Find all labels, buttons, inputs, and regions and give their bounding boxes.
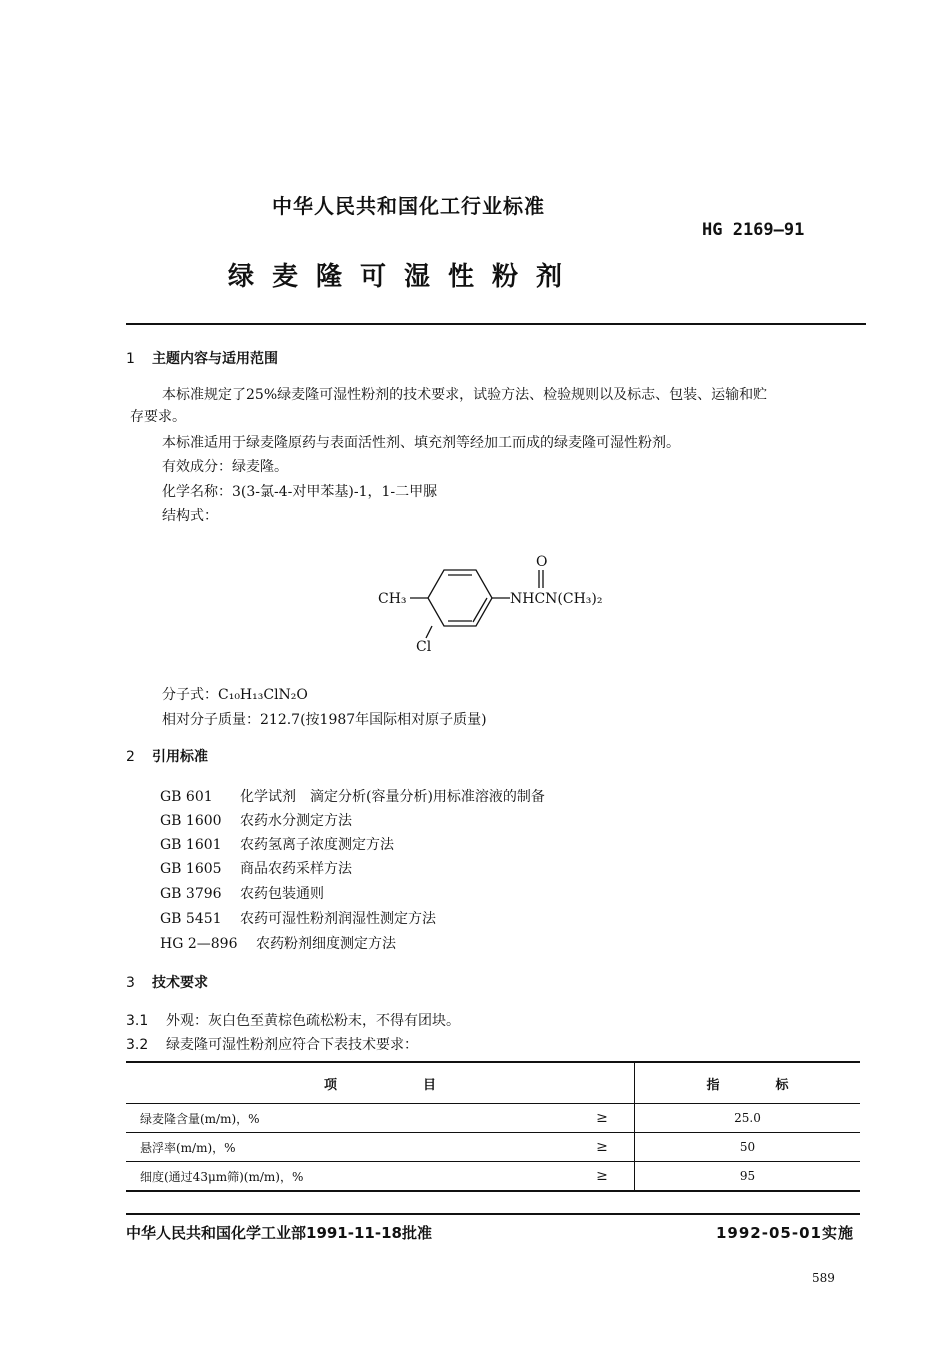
header-spec-char: 指 <box>706 1077 720 1093</box>
reference-item <box>160 834 394 854</box>
structural-formula <box>370 552 620 662</box>
chemical-name: 化学名称：3(3-氯-4-对甲苯基)-1，1-二甲脲 <box>162 484 438 500</box>
reference-title: 农药水分测定方法 <box>240 813 352 829</box>
structure-label: 结构式： <box>162 508 218 524</box>
reference-title: 化学试剂 滴定分析(容量分析)用标准溶液的制备 <box>240 789 545 805</box>
reference-title: 农药可湿性粉剂润湿性测定方法 <box>240 911 436 927</box>
row-operator: ≥ <box>570 1133 635 1162</box>
row-item: 细度(通过43μm筛)(m/m)，% <box>126 1162 570 1192</box>
oxygen-atom: O <box>536 554 548 570</box>
reference-title: 农药包装通则 <box>240 886 324 902</box>
reference-title: 农药粉剂细度测定方法 <box>256 936 396 952</box>
methyl-group: CH₃ <box>378 591 407 607</box>
reference-code: GB 5451 <box>160 911 222 927</box>
header-rule <box>126 323 866 325</box>
section-number: 1 <box>126 351 135 367</box>
reference-code: GB 601 <box>160 789 213 805</box>
reference-item <box>160 858 352 878</box>
reference-code: GB 1601 <box>160 837 222 853</box>
reference-item <box>160 933 396 953</box>
header-item-char: 项 <box>323 1077 337 1093</box>
section-number: 2 <box>126 749 135 765</box>
section-title: 技术要求 <box>152 975 208 991</box>
standard-code: HG 2169—91 <box>702 220 805 240</box>
table-row <box>126 1104 860 1133</box>
reference-item <box>160 786 545 806</box>
formula-label: 分子式： <box>162 687 218 703</box>
applicability-para: 本标准适用于绿麦隆原药与表面活性剂、填充剂等经加工而成的绿麦隆可湿性粉剂。 <box>162 435 680 451</box>
reference-item <box>160 810 352 830</box>
row-item: 绿麦隆含量(m/m)，% <box>126 1104 570 1133</box>
clause-number: 3.1 <box>126 1013 149 1029</box>
reference-code: GB 1600 <box>160 813 222 829</box>
scope-para-line1: 本标准规定了25%绿麦隆可湿性粉剂的技术要求，试验方法、检验规则以及标志、包装、运输和贮 <box>162 387 768 403</box>
reference-code: HG 2—896 <box>160 936 238 952</box>
reference-title: 商品农药采样方法 <box>240 861 352 877</box>
section-1-heading <box>126 348 278 368</box>
row-value: 50 <box>635 1133 861 1162</box>
row-value: 25.0 <box>635 1104 861 1133</box>
formula-value: C₁₀H₁₃ClN₂O <box>218 687 308 703</box>
footer-rule <box>126 1213 860 1215</box>
molecular-mass: 相对分子质量：212.7(按1987年国际相对原子质量) <box>162 712 487 728</box>
chlorine-atom: Cl <box>416 639 432 655</box>
section-title: 引用标准 <box>152 749 208 765</box>
reference-code: GB 1605 <box>160 861 222 877</box>
reference-code: GB 3796 <box>160 886 222 902</box>
urea-group: NHCN(CH₃)₂ <box>510 591 603 607</box>
table-row <box>126 1162 860 1192</box>
table-header-row <box>126 1062 860 1104</box>
header-item <box>126 1062 635 1104</box>
specification-table <box>126 1061 860 1192</box>
document-title: 绿麦隆可湿性粉剂 <box>228 262 581 292</box>
row-item: 悬浮率(m/m)，% <box>126 1133 570 1162</box>
row-value: 95 <box>635 1162 861 1192</box>
reference-item <box>160 908 436 928</box>
section-3-heading <box>126 972 208 992</box>
clause-number: 3.2 <box>126 1037 149 1053</box>
row-operator: ≥ <box>570 1162 635 1192</box>
header-spec-char: 标 <box>775 1077 789 1093</box>
clause-text: 绿麦隆可湿性粉剂应符合下表技术要求： <box>166 1037 418 1053</box>
active-ingredient: 有效成分：绿麦隆。 <box>162 459 288 475</box>
org-standard-heading: 中华人民共和国化工行业标准 <box>272 194 545 218</box>
molecular-formula <box>162 684 308 707</box>
clause-3-1 <box>126 1010 460 1030</box>
row-operator: ≥ <box>570 1104 635 1133</box>
reference-title: 农药氢离子浓度测定方法 <box>240 837 394 853</box>
scope-para-line2: 存要求。 <box>130 409 186 425</box>
section-number: 3 <box>126 975 135 991</box>
effective-date: 1992-05-01实施 <box>716 1224 854 1242</box>
approval-line: 中华人民共和国化学工业部1991-11-18批准 <box>126 1224 432 1242</box>
table-row <box>126 1133 860 1162</box>
section-title: 主题内容与适用范围 <box>152 351 278 367</box>
clause-text: 外观：灰白色至黄棕色疏松粉末，不得有团块。 <box>166 1013 460 1029</box>
clause-3-2 <box>126 1034 418 1054</box>
header-item-char: 目 <box>423 1077 437 1093</box>
page-number: 589 <box>812 1271 835 1285</box>
header-spec <box>635 1062 861 1104</box>
section-2-heading <box>126 746 208 766</box>
reference-item <box>160 883 324 903</box>
